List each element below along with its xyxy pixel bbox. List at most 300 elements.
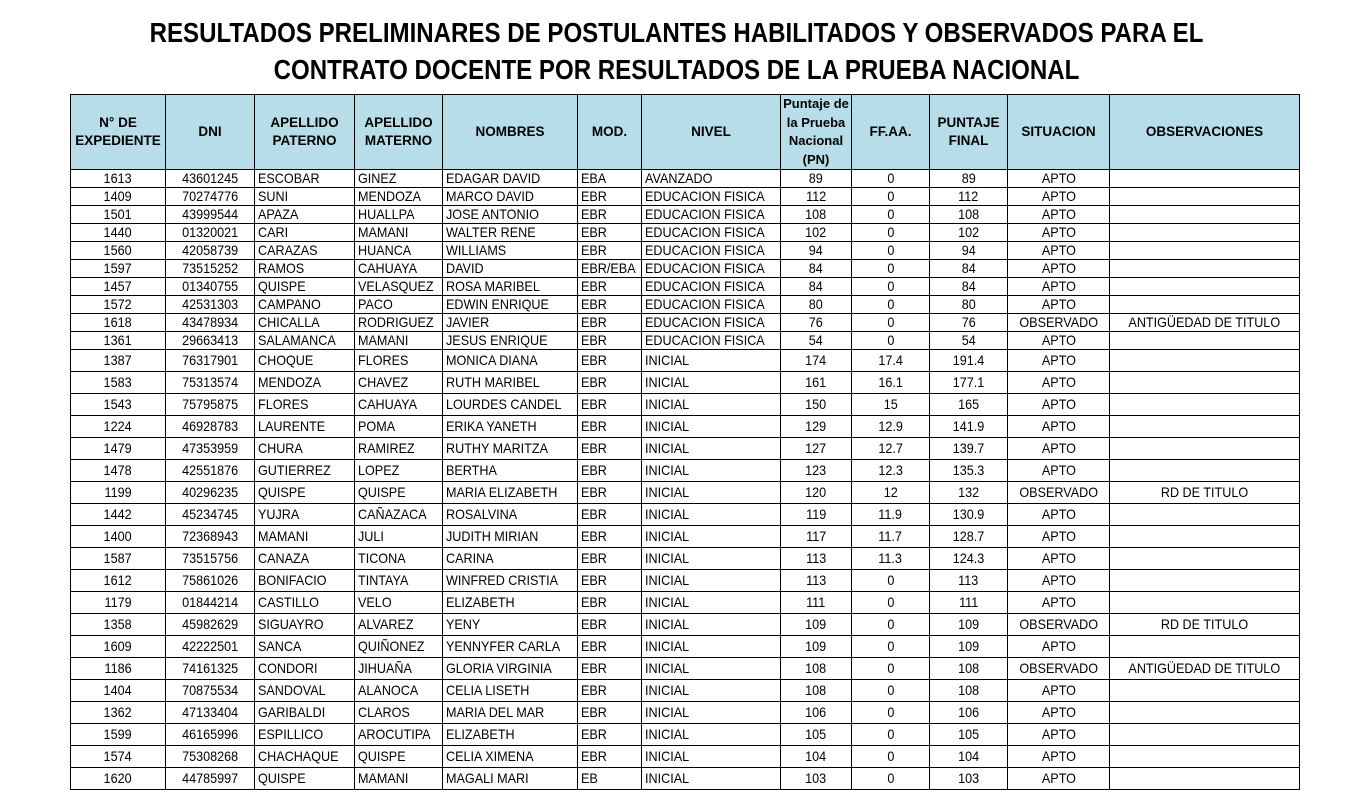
cell-nombres-text: WILLIAMS — [446, 242, 507, 258]
cell-apellido-paterno — [255, 680, 355, 702]
cell-puntaje-final — [930, 350, 1008, 372]
cell-nombres-text: JUDITH MIRIAN — [446, 528, 539, 544]
table-row — [71, 658, 1300, 680]
cell-puntaje-final-text: 139.7 — [952, 440, 985, 456]
cell-observaciones — [1110, 702, 1300, 724]
cell-dni-text: 42058739 — [181, 242, 239, 258]
cell-ffaa — [852, 314, 930, 332]
col-header-puntaje-pn: Puntaje de la Prueba Nacional (PN) — [781, 95, 852, 170]
cell-nombres-text: JESUS ENRIQUE — [446, 332, 548, 348]
cell-puntaje-pn — [781, 702, 852, 724]
table-row — [71, 438, 1300, 460]
cell-ffaa — [852, 394, 930, 416]
cell-situacion-text: APTO — [1041, 374, 1076, 390]
cell-ffaa-text: 0 — [886, 726, 895, 742]
cell-apellido-paterno-text: SALAMANCA — [258, 332, 336, 348]
cell-puntaje-final-text: 108 — [957, 660, 980, 676]
table-row — [71, 724, 1300, 746]
cell-apellido-materno-text: QUIÑONEZ — [358, 638, 425, 654]
cell-mod — [578, 504, 642, 526]
cell-puntaje-final-text: 130.9 — [952, 506, 985, 522]
cell-puntaje-final — [930, 170, 1008, 188]
cell-mod — [578, 314, 642, 332]
cell-apellido-paterno — [255, 526, 355, 548]
cell-puntaje-final — [930, 278, 1008, 296]
cell-apellido-materno — [355, 296, 443, 314]
cell-puntaje-pn-text: 104 — [805, 748, 827, 764]
cell-observaciones-text: RD DE TITULO — [1160, 616, 1249, 632]
cell-puntaje-pn — [781, 170, 852, 188]
cell-puntaje-final-text: 94 — [961, 242, 976, 258]
cell-puntaje-pn-text: 150 — [805, 396, 827, 412]
cell-expediente — [71, 188, 166, 206]
cell-expediente — [71, 278, 166, 296]
table-row — [71, 296, 1300, 314]
col-header-nombres: NOMBRES — [443, 95, 578, 170]
cell-nombres — [443, 680, 578, 702]
cell-nombres-text: CELIA XIMENA — [446, 748, 534, 764]
cell-observaciones — [1110, 206, 1300, 224]
cell-observaciones — [1110, 592, 1300, 614]
cell-puntaje-final-text: 103 — [957, 770, 980, 786]
cell-situacion-text: APTO — [1041, 506, 1076, 522]
cell-puntaje-pn-text: 113 — [805, 550, 827, 566]
cell-puntaje-final-text: 112 — [958, 188, 979, 204]
cell-situacion-text: OBSERVADO — [1019, 616, 1098, 632]
cell-nivel — [642, 314, 781, 332]
cell-nombres-text: CELIA LISETH — [446, 682, 530, 698]
cell-dni-text: 42222501 — [181, 638, 239, 654]
cell-expediente — [71, 260, 166, 278]
cell-puntaje-final-text: 165 — [957, 396, 980, 412]
cell-dni-text: 46165996 — [181, 726, 239, 742]
cell-observaciones — [1110, 242, 1300, 260]
cell-apellido-materno — [355, 548, 443, 570]
cell-apellido-paterno — [255, 332, 355, 350]
cell-situacion-text: APTO — [1041, 224, 1076, 240]
cell-expediente — [71, 636, 166, 658]
cell-mod — [578, 702, 642, 724]
cell-puntaje-pn — [781, 724, 852, 746]
cell-nombres — [443, 260, 578, 278]
cell-expediente-text: 1457 — [103, 278, 133, 294]
cell-ffaa-text: 15 — [883, 396, 898, 412]
cell-puntaje-final — [930, 314, 1008, 332]
cell-apellido-materno — [355, 206, 443, 224]
cell-situacion-text: OBSERVADO — [1019, 314, 1098, 330]
cell-nombres — [443, 724, 578, 746]
cell-observaciones — [1110, 526, 1300, 548]
cell-apellido-paterno-text: RAMOS — [258, 260, 305, 276]
cell-nivel — [642, 350, 781, 372]
cell-situacion-text: APTO — [1041, 332, 1076, 348]
cell-dni — [166, 314, 255, 332]
cell-dni-text: 75308268 — [181, 748, 239, 764]
cell-puntaje-pn-text: 111 — [806, 594, 826, 610]
cell-nivel — [642, 188, 781, 206]
table-body — [71, 170, 1300, 790]
cell-puntaje-final-text: 109 — [957, 638, 980, 654]
cell-puntaje-final-text: 80 — [961, 296, 976, 312]
cell-situacion-text: APTO — [1041, 440, 1076, 456]
cell-ffaa — [852, 278, 930, 296]
cell-mod-text: EBR — [581, 278, 607, 294]
cell-apellido-paterno — [255, 296, 355, 314]
cell-mod-text: EBR — [581, 660, 607, 676]
cell-ffaa-text: 0 — [886, 572, 895, 588]
cell-nivel-text: INICIAL — [645, 374, 690, 390]
cell-situacion — [1008, 482, 1110, 504]
cell-nombres-text: EDWIN ENRIQUE — [446, 296, 549, 312]
cell-situacion — [1008, 260, 1110, 278]
cell-puntaje-final — [930, 724, 1008, 746]
cell-situacion-text: APTO — [1041, 704, 1076, 720]
cell-ffaa-text: 0 — [886, 224, 895, 240]
cell-puntaje-final — [930, 680, 1008, 702]
cell-situacion-text: APTO — [1041, 726, 1076, 742]
cell-apellido-materno — [355, 188, 443, 206]
cell-mod-text: EBR — [581, 418, 607, 434]
cell-expediente — [71, 482, 166, 504]
cell-dni-text: 46928783 — [181, 418, 239, 434]
cell-apellido-materno-text: CLAROS — [358, 704, 410, 720]
cell-nombres — [443, 206, 578, 224]
cell-puntaje-pn-text: 108 — [805, 206, 827, 222]
cell-expediente — [71, 724, 166, 746]
cell-mod — [578, 350, 642, 372]
cell-puntaje-final — [930, 206, 1008, 224]
cell-dni — [166, 636, 255, 658]
cell-ffaa-text: 0 — [886, 260, 895, 276]
cell-apellido-paterno-text: CHICALLA — [258, 314, 320, 330]
cell-observaciones — [1110, 548, 1300, 570]
cell-apellido-paterno — [255, 724, 355, 746]
cell-situacion — [1008, 614, 1110, 636]
table-row — [71, 170, 1300, 188]
cell-nombres-text: BERTHA — [446, 462, 497, 478]
cell-apellido-paterno — [255, 460, 355, 482]
cell-nombres — [443, 296, 578, 314]
cell-apellido-materno — [355, 702, 443, 724]
cell-ffaa — [852, 350, 930, 372]
cell-situacion — [1008, 170, 1110, 188]
cell-expediente-text: 1543 — [103, 396, 133, 412]
cell-mod-text: EBR — [581, 550, 607, 566]
cell-dni-text: 73515252 — [181, 260, 239, 276]
cell-nivel-text: INICIAL — [645, 638, 690, 654]
cell-apellido-materno — [355, 460, 443, 482]
cell-ffaa-text: 0 — [886, 206, 895, 222]
cell-puntaje-final — [930, 460, 1008, 482]
cell-apellido-materno-text: ALANOCA — [358, 682, 419, 698]
cell-puntaje-final — [930, 636, 1008, 658]
cell-nivel — [642, 372, 781, 394]
table-row — [71, 394, 1300, 416]
cell-apellido-materno — [355, 224, 443, 242]
cell-ffaa-text: 0 — [886, 296, 895, 312]
cell-apellido-materno-text: LOPEZ — [358, 462, 400, 478]
cell-dni-text: 75795875 — [181, 396, 239, 412]
cell-apellido-paterno-text: CHOQUE — [258, 352, 314, 368]
cell-ffaa — [852, 372, 930, 394]
cell-nombres-text: ROSALVINA — [446, 506, 518, 522]
cell-nivel — [642, 614, 781, 636]
col-header-situacion: SITUACION — [1008, 95, 1110, 170]
cell-ffaa — [852, 702, 930, 724]
cell-nivel-text: INICIAL — [645, 572, 690, 588]
cell-puntaje-pn-text: 108 — [805, 682, 827, 698]
cell-observaciones — [1110, 372, 1300, 394]
cell-ffaa-text: 11.3 — [878, 550, 903, 566]
cell-observaciones — [1110, 416, 1300, 438]
cell-apellido-materno — [355, 526, 443, 548]
cell-apellido-materno — [355, 658, 443, 680]
cell-puntaje-pn — [781, 636, 852, 658]
cell-observaciones — [1110, 224, 1300, 242]
cell-puntaje-final-text: 54 — [961, 332, 976, 348]
cell-puntaje-final — [930, 548, 1008, 570]
cell-apellido-paterno-text: CASTILLO — [258, 594, 319, 610]
cell-situacion — [1008, 680, 1110, 702]
cell-expediente-text: 1224 — [103, 418, 133, 434]
cell-dni — [166, 332, 255, 350]
cell-nivel-text: INICIAL — [645, 462, 690, 478]
cell-mod — [578, 724, 642, 746]
cell-puntaje-final-text: 135.3 — [952, 462, 985, 478]
cell-puntaje-final — [930, 592, 1008, 614]
cell-observaciones — [1110, 658, 1300, 680]
cell-apellido-paterno — [255, 314, 355, 332]
cell-apellido-paterno-text: MENDOZA — [258, 374, 321, 390]
cell-puntaje-pn-text: 129 — [805, 418, 827, 434]
cell-nivel-text: INICIAL — [645, 748, 690, 764]
cell-mod — [578, 296, 642, 314]
cell-nombres — [443, 278, 578, 296]
cell-expediente-text: 1587 — [103, 550, 133, 566]
cell-dni-text: 44785997 — [181, 770, 239, 786]
cell-nivel — [642, 332, 781, 350]
table-row — [71, 332, 1300, 350]
cell-situacion — [1008, 278, 1110, 296]
cell-dni-text: 47133404 — [181, 704, 239, 720]
cell-mod — [578, 526, 642, 548]
cell-dni — [166, 206, 255, 224]
cell-puntaje-final-text: 109 — [957, 616, 980, 632]
cell-situacion — [1008, 394, 1110, 416]
cell-mod-text: EBA — [581, 170, 607, 186]
cell-apellido-materno-text: HUALLPA — [358, 206, 415, 222]
cell-nivel — [642, 570, 781, 592]
cell-ffaa-text: 0 — [886, 314, 895, 330]
cell-mod — [578, 394, 642, 416]
cell-observaciones — [1110, 350, 1300, 372]
cell-mod-text: EBR — [581, 462, 607, 478]
cell-apellido-paterno — [255, 768, 355, 790]
cell-mod-text: EBR — [581, 638, 607, 654]
cell-puntaje-pn — [781, 188, 852, 206]
cell-situacion-text: APTO — [1041, 352, 1076, 368]
cell-mod-text: EBR — [581, 726, 607, 742]
cell-ffaa — [852, 768, 930, 790]
table-row — [71, 416, 1300, 438]
table-row — [71, 188, 1300, 206]
cell-apellido-paterno — [255, 746, 355, 768]
cell-apellido-paterno — [255, 614, 355, 636]
cell-nivel — [642, 170, 781, 188]
cell-dni-text: 01844214 — [181, 594, 239, 610]
cell-nivel-text: EDUCACION FISICA — [645, 242, 765, 258]
cell-apellido-paterno-text: YUJRA — [258, 506, 300, 522]
cell-dni-text: 42551876 — [181, 462, 239, 478]
cell-dni — [166, 242, 255, 260]
cell-expediente-text: 1387 — [103, 352, 133, 368]
cell-situacion-text: APTO — [1041, 528, 1076, 544]
cell-apellido-materno — [355, 416, 443, 438]
cell-ffaa-text: 17.4 — [878, 352, 903, 368]
cell-apellido-materno-text: POMA — [358, 418, 396, 434]
col-header-puntaje-final: PUNTAJE FINAL — [930, 95, 1008, 170]
cell-dni — [166, 260, 255, 278]
title-line-1: RESULTADOS PRELIMINARES DE POSTULANTES HABILITADOS Y OBSERVADOS PARA EL — [149, 17, 1204, 48]
cell-puntaje-pn-text: 117 — [805, 528, 827, 544]
cell-apellido-materno — [355, 724, 443, 746]
cell-ffaa — [852, 636, 930, 658]
cell-apellido-materno-text: MAMANI — [358, 770, 409, 786]
cell-nombres-text: ELIZABETH — [446, 726, 515, 742]
table-row — [71, 746, 1300, 768]
cell-dni-text: 42531303 — [181, 296, 239, 312]
cell-dni-text: 01320021 — [181, 224, 239, 240]
cell-nivel-text: AVANZADO — [645, 170, 713, 186]
cell-observaciones — [1110, 482, 1300, 504]
cell-expediente — [71, 526, 166, 548]
cell-mod-text: EBR — [581, 704, 607, 720]
cell-nivel — [642, 548, 781, 570]
cell-puntaje-pn-text: 127 — [805, 440, 827, 456]
cell-ffaa-text: 0 — [886, 748, 895, 764]
cell-puntaje-pn — [781, 416, 852, 438]
cell-puntaje-pn — [781, 350, 852, 372]
col-header-nivel: NIVEL — [642, 95, 781, 170]
cell-apellido-materno — [355, 482, 443, 504]
cell-nivel — [642, 702, 781, 724]
cell-expediente — [71, 504, 166, 526]
cell-puntaje-final — [930, 702, 1008, 724]
cell-mod-text: EBR — [581, 506, 607, 522]
cell-expediente-text: 1574 — [103, 748, 133, 764]
cell-apellido-materno-text: RAMIREZ — [358, 440, 415, 456]
cell-nivel-text: INICIAL — [645, 616, 690, 632]
cell-expediente-text: 1609 — [103, 638, 133, 654]
cell-mod-text: EBR — [581, 484, 607, 500]
cell-nombres-text: ELIZABETH — [446, 594, 515, 610]
cell-ffaa — [852, 504, 930, 526]
cell-dni-text: 45234745 — [181, 506, 239, 522]
cell-nivel-text: INICIAL — [645, 682, 690, 698]
cell-observaciones — [1110, 570, 1300, 592]
cell-apellido-paterno-text: LAURENTE — [258, 418, 326, 434]
cell-nombres-text: YENNYFER CARLA — [446, 638, 561, 654]
cell-apellido-paterno — [255, 636, 355, 658]
cell-observaciones — [1110, 332, 1300, 350]
cell-nombres-text: WINFRED CRISTIA — [446, 572, 559, 588]
cell-expediente — [71, 242, 166, 260]
cell-puntaje-final — [930, 224, 1008, 242]
cell-expediente-text: 1400 — [103, 528, 133, 544]
cell-nombres — [443, 170, 578, 188]
cell-nombres-text: GLORIA VIRGINIA — [446, 660, 552, 676]
cell-puntaje-final-text: 104 — [957, 748, 980, 764]
cell-apellido-materno — [355, 332, 443, 350]
cell-observaciones — [1110, 460, 1300, 482]
cell-ffaa — [852, 260, 930, 278]
cell-apellido-materno-text: CAÑAZACA — [358, 506, 427, 522]
cell-puntaje-pn — [781, 224, 852, 242]
cell-expediente — [71, 614, 166, 636]
cell-apellido-materno-text: JULI — [358, 528, 384, 544]
cell-mod — [578, 680, 642, 702]
cell-nivel-text: EDUCACION FISICA — [645, 206, 765, 222]
cell-puntaje-final-text: 113 — [958, 572, 979, 588]
cell-puntaje-pn — [781, 296, 852, 314]
cell-apellido-paterno-text: CARAZAS — [258, 242, 318, 258]
cell-puntaje-final — [930, 394, 1008, 416]
cell-apellido-materno-text: FLORES — [358, 352, 409, 368]
cell-puntaje-final — [930, 482, 1008, 504]
cell-ffaa — [852, 548, 930, 570]
cell-dni — [166, 746, 255, 768]
cell-nombres-text: MONICA DIANA — [446, 352, 538, 368]
cell-dni-text: 40296235 — [181, 484, 239, 500]
cell-puntaje-final-text: 132 — [957, 484, 980, 500]
cell-puntaje-final — [930, 746, 1008, 768]
cell-apellido-paterno-text: ESPILLICO — [258, 726, 324, 742]
cell-apellido-paterno-text: CANAZA — [258, 550, 310, 566]
cell-expediente — [71, 314, 166, 332]
cell-puntaje-final-text: 111 — [958, 594, 979, 610]
cell-expediente — [71, 658, 166, 680]
cell-expediente-text: 1179 — [104, 594, 132, 610]
cell-situacion-text: APTO — [1041, 572, 1076, 588]
cell-nombres-text: WALTER RENE — [446, 224, 536, 240]
table-row — [71, 504, 1300, 526]
cell-situacion-text: APTO — [1041, 188, 1076, 204]
cell-puntaje-pn-text: 106 — [805, 704, 827, 720]
cell-observaciones — [1110, 278, 1300, 296]
cell-apellido-materno-text: MAMANI — [358, 332, 409, 348]
cell-expediente-text: 1613 — [103, 170, 133, 186]
cell-puntaje-pn-text: 76 — [808, 314, 824, 330]
cell-expediente-text: 1361 — [103, 332, 133, 348]
cell-apellido-paterno-text: CHACHAQUE — [258, 748, 339, 764]
cell-puntaje-final-text: 106 — [957, 704, 980, 720]
cell-observaciones — [1110, 768, 1300, 790]
cell-nombres — [443, 394, 578, 416]
cell-expediente — [71, 438, 166, 460]
cell-nombres — [443, 592, 578, 614]
cell-dni — [166, 350, 255, 372]
cell-dni-text: 43478934 — [181, 314, 239, 330]
cell-expediente-text: 1362 — [103, 704, 133, 720]
cell-apellido-paterno-text: SANCA — [258, 638, 302, 654]
cell-mod-text: EB — [581, 770, 598, 786]
cell-apellido-materno-text: QUISPE — [358, 748, 406, 764]
cell-puntaje-pn-text: 109 — [805, 638, 827, 654]
cell-apellido-materno-text: RODRIGUEZ — [358, 314, 434, 330]
cell-nombres-text: LOURDES CANDEL — [446, 396, 562, 412]
cell-mod — [578, 460, 642, 482]
cell-dni — [166, 702, 255, 724]
